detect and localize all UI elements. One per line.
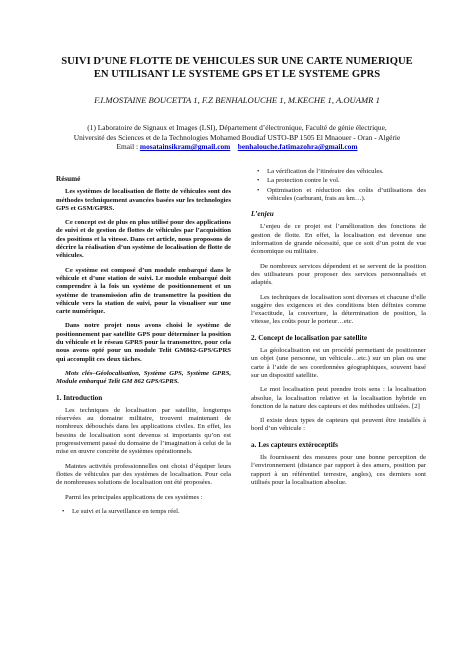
email-label: Email : — [116, 142, 139, 152]
section-heading-concept: 2. Concept de localisation par satellite — [251, 333, 368, 342]
list-item: • La vérification de l’itinéraire des véhicules. — [251, 168, 426, 176]
keywords-label: Mots clés– — [65, 369, 96, 377]
keywords-text: Géolocalisation, Système GPS, Système GPRS, Module embarqué Telit GM 862 GPS/GPRS. — [56, 369, 231, 386]
abstract-paragraph: Dans notre projet nous avons choisi le système de positionnement par satellite GPS pour déterminer la position du véhicule et le réseau GPRS pour la transmettre, pour cela nous avons opté pour un module Telit GM862-GPS/GPRS qui accomplit ces deux tâches. — [56, 322, 231, 363]
paper-title — [30, 55, 444, 81]
author-list: F.I.MOSTAINE BOUCETTA 1, F.Z BENHALOUCHE 1, M.KECHE 1, A.OUAMR 1 — [94, 95, 380, 105]
section-heading-resume: Résumé — [56, 175, 81, 183]
list-item: • Optimisation et réduction des coûts d’utilisations des véhicules (carburant, frais au km…). — [251, 187, 426, 204]
body-paragraph: L’enjeu de ce projet est l’amélioration des fonctions de gestion de flotte. En effet, la localisation est devenue une information de grande nécessité, que ce soit d’un point de vue économique ou militaire. — [251, 223, 426, 256]
body-paragraph: Maintes activités professionnelles ont choisi d’équiper leurs flottes de véhicules par des systèmes de localisation. Pour cela de nombreuses solutions de localisation ont été proposées. — [56, 462, 231, 487]
abstract-paragraph: Ce système est composé d’un module embarqué dans le véhicule et d’une station de suivi. Le module embarqué doit comprendre à la fois un système de positionnement et un système de transmission afin de transmettre la position du véhicule vers la station de suivi, pour la visualiser sur une carte numérique. — [56, 266, 231, 316]
affiliation-line-1: (1) Laboratoire de Signaux et Images (LSI), Département d’électronique, Faculté de génie électrique, — [87, 123, 387, 132]
body-paragraph: De nombreux services dépendent et se servent de la position des utilisateurs pour proposer des services personnalisés et adaptés. — [251, 262, 426, 287]
body-paragraph: Parmi les principales applications de ces systèmes : — [65, 493, 203, 501]
title-line-1: SUIVI D’UNE FLOTTE DE VEHICULES SUR UNE CARTE NUMERIQUE — [61, 56, 413, 67]
email-line — [40, 142, 434, 152]
body-paragraph: Le mot localisation peut prendre trois sens : la localisation absolue, la localisation relative et la localisation hybride en fonction de la nature des capteurs et des méthodes utilisées. [2] — [251, 386, 426, 410]
left-column — [56, 168, 231, 522]
affiliation — [40, 123, 434, 152]
body-paragraph: Les techniques de localisation par satellite, longtemps réservées au domaine militaire, trouvent maintenant de nombreux débouchés dans les applications civiles. En effet, les besoins de localisation sont devenus si importants qu’on est progressivement passé du domaine de l’imagination à celui de la mise en œuvre concrète de systèmes opérationnels. — [56, 406, 231, 456]
body-paragraph: Les techniques de localisation sont diverses et chacune d’elle suggère des exigences et des conditions bien définies comme l’exactitude, la couverture, la détermination de position, la vitesse, les coûts pour le porteur…etc. — [251, 293, 426, 326]
section-heading-enjeu: L’enjeu — [251, 210, 274, 219]
applications-list — [56, 508, 231, 516]
email-link-2[interactable]: benhalouche.fatimazohra@gmail.com — [237, 142, 358, 152]
body-paragraph: Il existe deux types de capteurs qui peuvent être installés à bord d’un véhicule : — [251, 417, 426, 433]
applications-list-continued — [251, 168, 426, 203]
affiliation-line-2: Université des Sciences et de la Technologies Mohamed Boudiaf USTO-BP 1505 El Mnaouer - Oran - Algérie — [73, 132, 401, 142]
email-link-1[interactable]: mosatainsikram@gmail.com — [139, 142, 231, 152]
list-item: • La protection contre le vol. — [251, 177, 426, 185]
keywords — [56, 370, 231, 387]
body-paragraph: Ils fournissent des mesures pour une bonne perception de l’environnement (distance par rapport à des amers, position par rapport à un référentiel terrestre, angles), ces derniers sont utilisés pour la localisation absolue. — [251, 454, 426, 486]
subsection-heading-capteurs: a. Les capteurs extéroceptifs — [251, 440, 338, 449]
abstract-paragraph: Les systèmes de localisation de flotte de véhicules sont des méthodes techniquement avancées basées sur les technologies GPS et GSM/GPRS. — [56, 188, 231, 212]
title-line-2: EN UTILISANT LE SYSTEME GPS ET LE SYSTEME GPRS — [93, 69, 381, 80]
abstract-paragraph: Ce concept est de plus en plus utilisé pour des applications de suivi et de gestion de flottes de véhicules par l’acquisition des positions et la vitesse. Dans cet article, nous proposons de décrire la réalisation d’un système de localisation de flotte de véhicules. — [56, 219, 231, 260]
section-heading-introduction: 1. Introduction — [56, 393, 103, 402]
list-item: • Le suivi et la surveillance en temps réel. — [56, 508, 231, 516]
right-column — [251, 168, 426, 493]
body-paragraph: La géolocalisation est un procédé permettant de positionner un objet (une personne, un véhicule…etc.) sur un plan ou une carte à l’aide de ses coordonnées géographiques, souvent basé sur un dispositif satellite. — [251, 347, 426, 379]
